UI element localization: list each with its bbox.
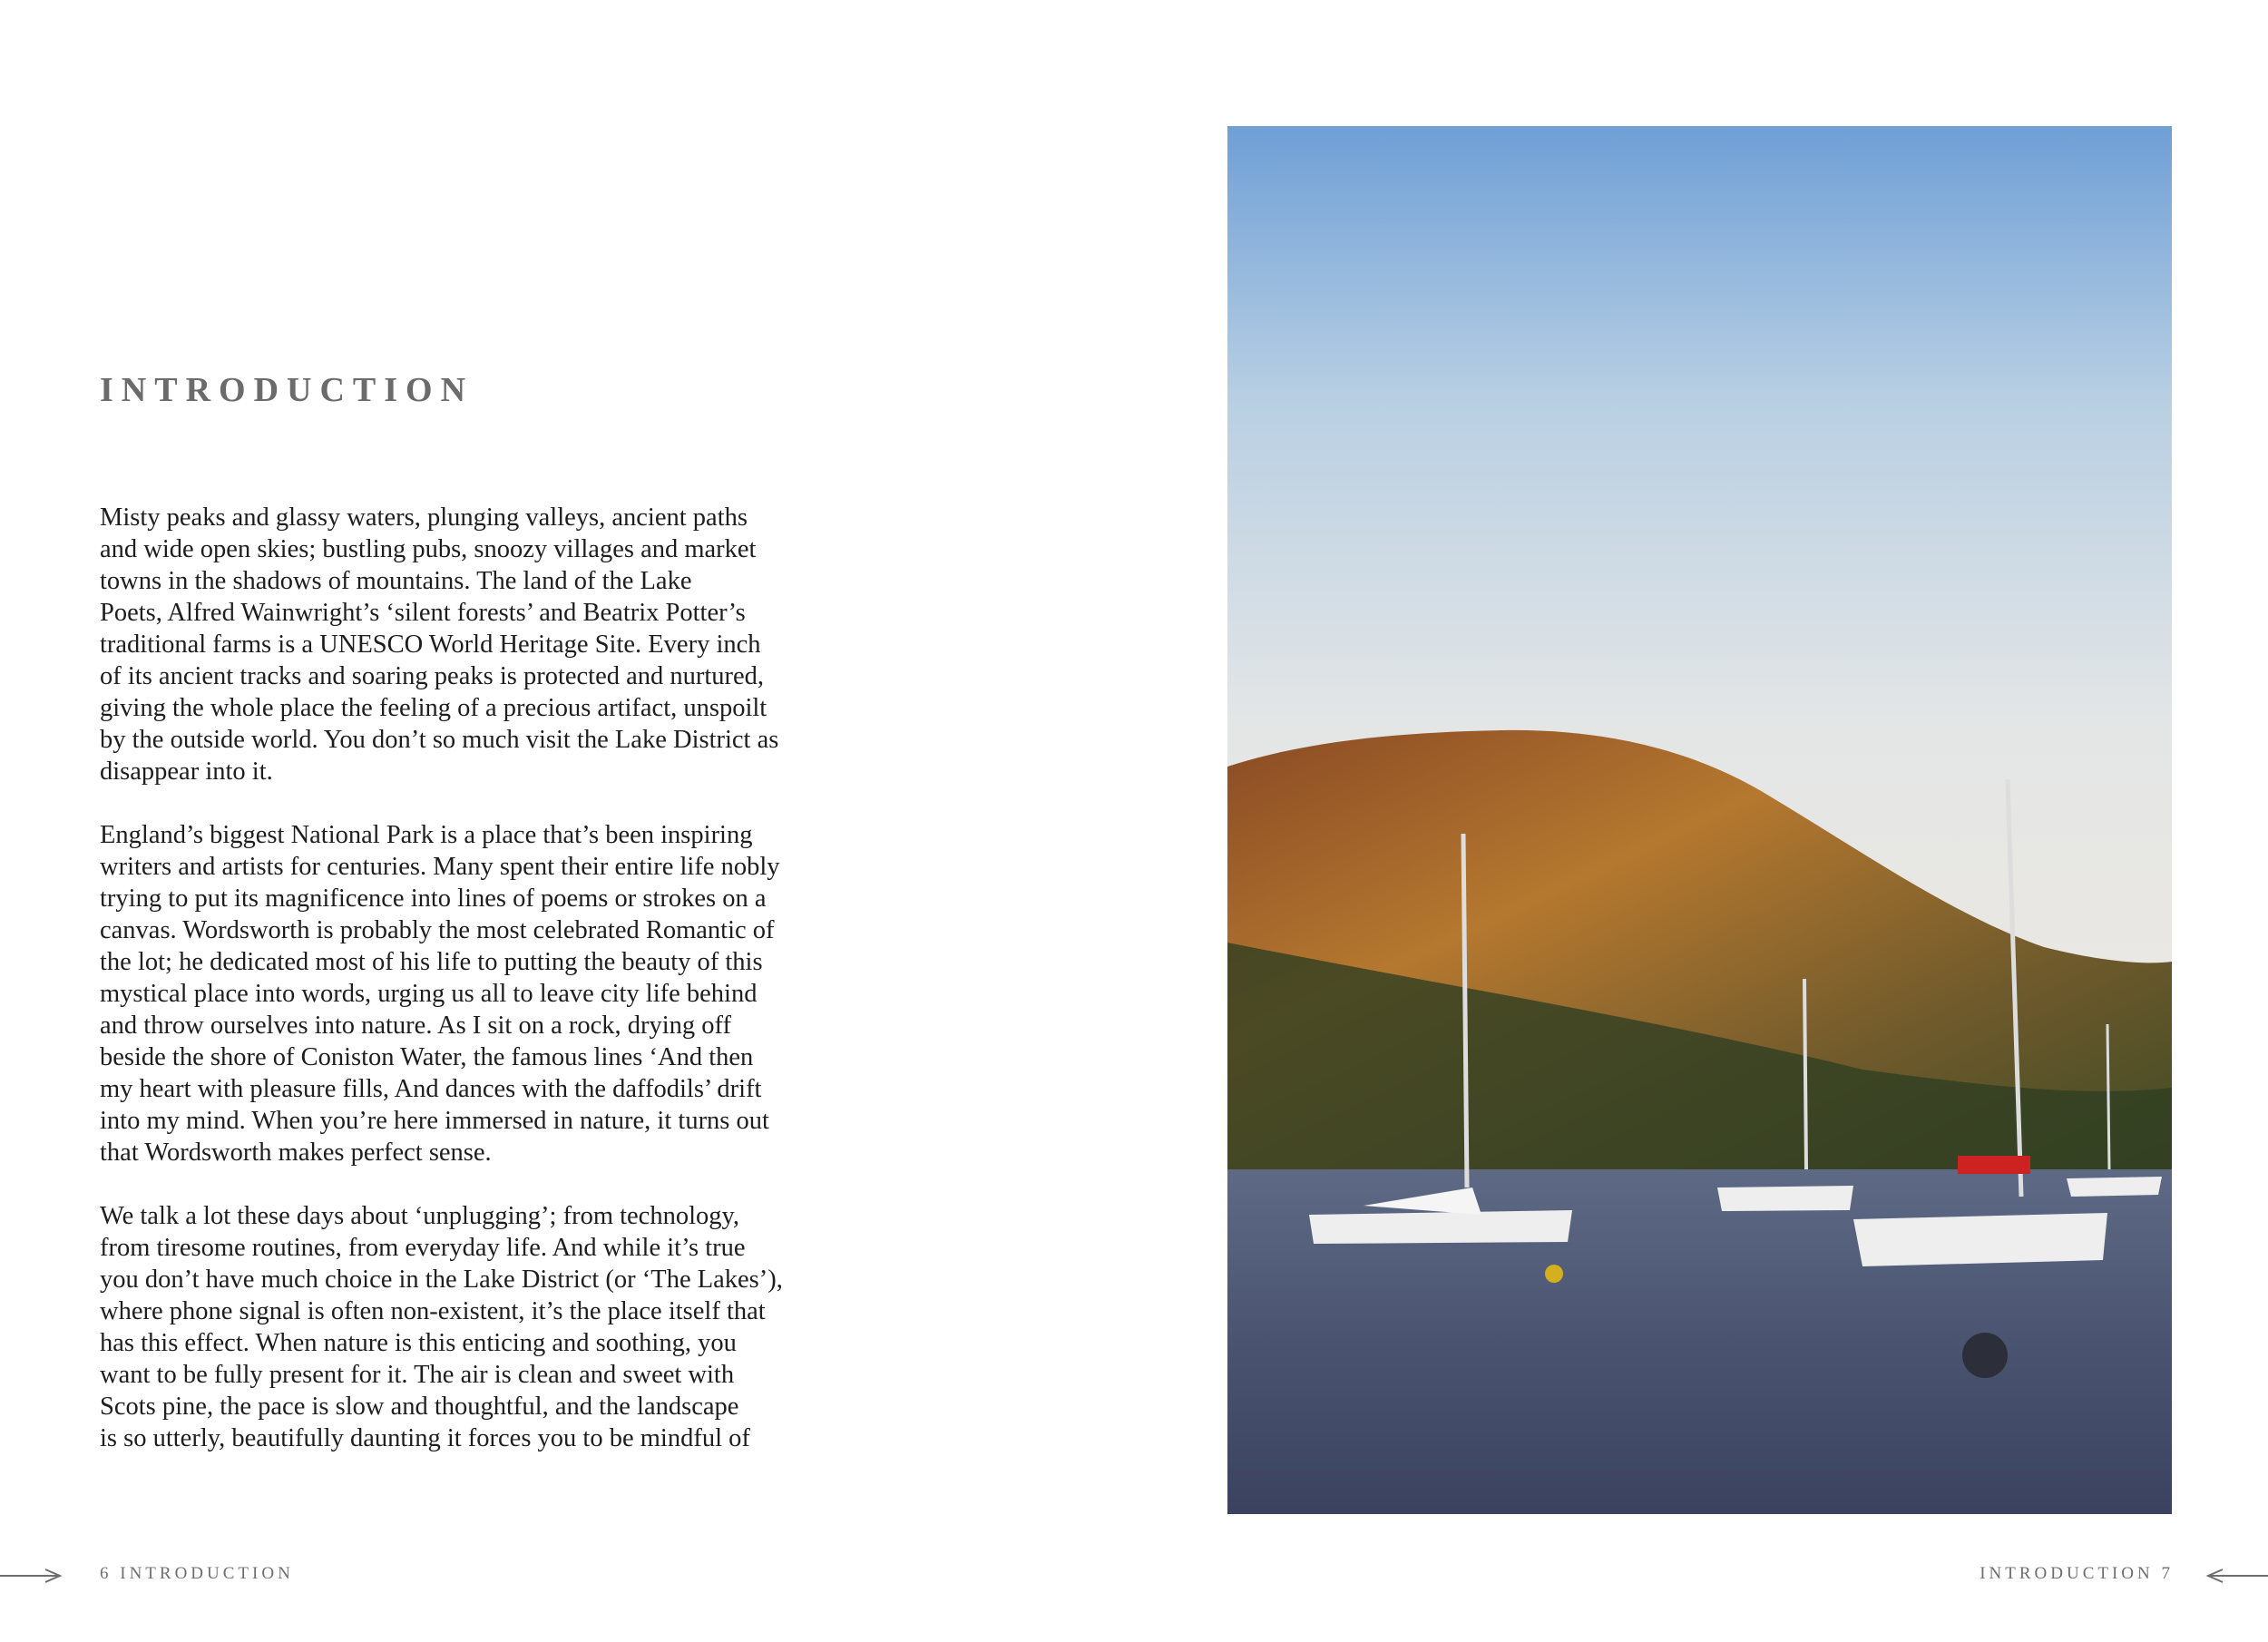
text-line: writers and artists for centuries. Many spent their entire life nobly: [100, 853, 780, 881]
text-line: and wide open skies; bustling pubs, snoozy villages and market: [100, 535, 757, 563]
text-line: Misty peaks and glassy waters, plunging valleys, ancient paths: [100, 503, 748, 532]
text-line: you don’t have much choice in the Lake District (or ‘The Lakes’),: [100, 1266, 783, 1294]
text-line: Scots pine, the pace is slow and thoughtful, and the landscape: [100, 1393, 739, 1421]
text-line: want to be fully present for it. The air is clean and sweet with: [100, 1361, 735, 1389]
text-line: canvas. Wordsworth is probably the most celebrated Romantic of: [100, 916, 775, 944]
text-line: the lot; he dedicated most of his life to putting the beauty of this: [100, 948, 763, 976]
text-line: traditional farms is a UNESCO World Heritage Site. Every inch: [100, 630, 761, 659]
lake-photo: [1227, 126, 2172, 1514]
text-line: from tiresome routines, from everyday life. And while it’s true: [100, 1234, 746, 1262]
arrow-left-icon: [2204, 1567, 2268, 1585]
text-line: where phone signal is often non-existent, it’s the place itself that: [100, 1297, 766, 1325]
text-line: mystical place into words, urging us all to leave city life behind: [100, 980, 758, 1008]
paragraph: [100, 819, 783, 1168]
text-line: by the outside world. You don’t so much visit the Lake District as: [100, 726, 779, 754]
body-text: [100, 502, 783, 1486]
text-line: and throw ourselves into nature. As I sit on a rock, drying off: [100, 1012, 732, 1040]
text-line: England’s biggest National Park is a place that’s been inspiring: [100, 821, 753, 849]
page-heading: INTRODUCTION: [100, 371, 474, 409]
text-line: We talk a lot these days about ‘unplugging’; from technology,: [100, 1202, 740, 1230]
footer-page-7: INTRODUCTION 7: [1980, 1564, 2174, 1583]
paragraph: [100, 502, 783, 787]
text-line: beside the shore of Coniston Water, the famous lines ‘And then: [100, 1043, 754, 1071]
text-line: giving the whole place the feeling of a precious artifact, unspoilt: [100, 694, 767, 722]
buoy: [1962, 1333, 2008, 1378]
arrow-right-icon: [0, 1567, 64, 1585]
text-line: has this effect. When nature is this enticing and soothing, you: [100, 1329, 737, 1357]
text-line: of its ancient tracks and soaring peaks is protected and nurtured,: [100, 662, 765, 690]
text-line: towns in the shadows of mountains. The land of the Lake: [100, 567, 692, 595]
text-line: is so utterly, beautifully daunting it forces you to be mindful of: [100, 1424, 750, 1452]
text-line: that Wordsworth makes perfect sense.: [100, 1139, 492, 1167]
text-line: disappear into it.: [100, 757, 273, 786]
buoy: [1545, 1265, 1563, 1283]
footer-page-6: 6 INTRODUCTION: [100, 1564, 294, 1583]
text-line: my heart with pleasure fills, And dances with the daffodils’ drift: [100, 1075, 762, 1103]
text-line: trying to put its magnificence into lines of poems or strokes on a: [100, 885, 767, 913]
paragraph: [100, 1200, 783, 1454]
text-line: into my mind. When you’re here immersed in nature, it turns out: [100, 1107, 769, 1135]
text-line: Poets, Alfred Wainwright’s ‘silent forests’ and Beatrix Potter’s: [100, 599, 746, 627]
